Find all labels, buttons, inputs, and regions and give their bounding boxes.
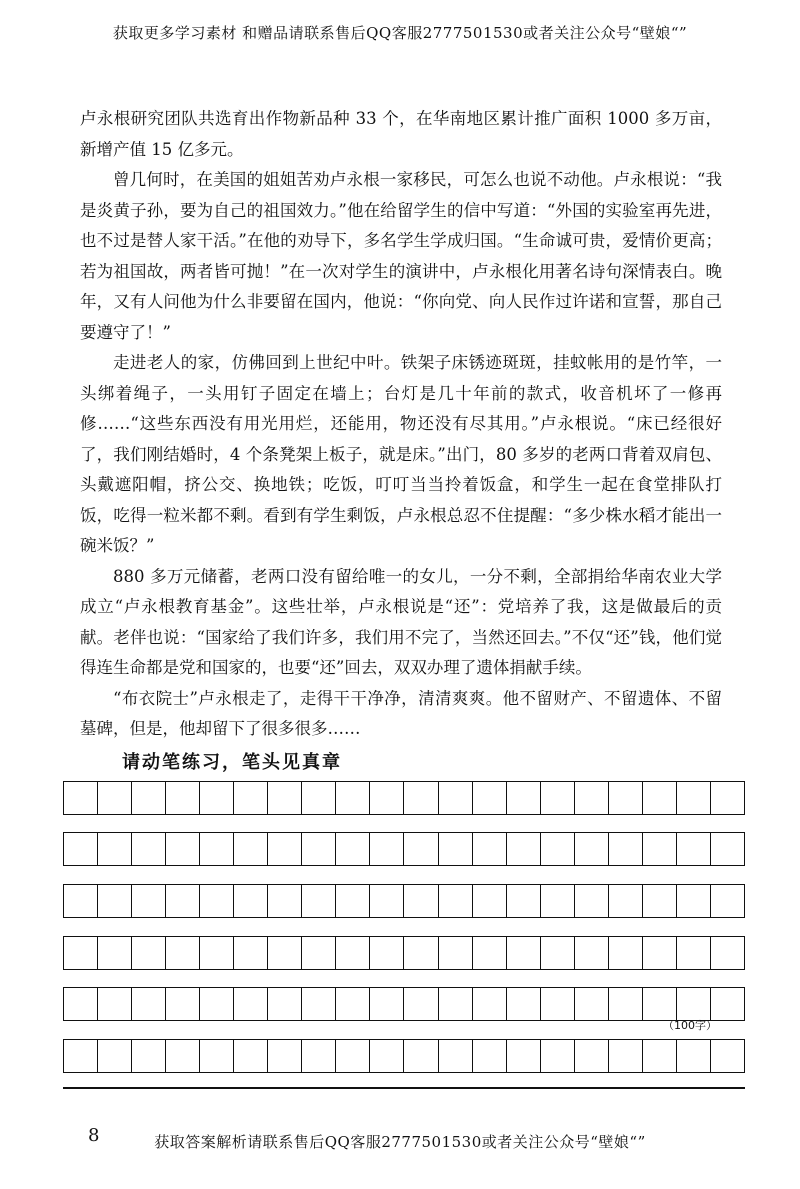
grid-cell [233, 988, 267, 1020]
grid-cell [574, 1040, 608, 1072]
grid-cell [233, 937, 267, 969]
grid-cell [540, 1040, 574, 1072]
grid-cell [199, 988, 233, 1020]
grid-cell [97, 782, 131, 814]
grid-cell [676, 937, 710, 969]
grid-cell [676, 988, 710, 1020]
grid-cell [369, 988, 403, 1020]
grid-cell [642, 885, 676, 917]
grid-cell [233, 885, 267, 917]
grid-cell [642, 1040, 676, 1072]
article-body [80, 104, 722, 745]
grid-cell [165, 833, 199, 865]
grid-cell [403, 1040, 437, 1072]
grid-cell [403, 937, 437, 969]
grid-cell [540, 988, 574, 1020]
bottom-rule [63, 1087, 745, 1089]
grid-cell [301, 782, 335, 814]
grid-cell [267, 937, 301, 969]
article-paragraph-1: 卢永根研究团队共选育出作物新品种 33 个，在华南地区累计推广面积 1000 多万亩，新增产值 15 亿多元。 [80, 109, 722, 159]
grid-cell [540, 782, 574, 814]
grid-cell [267, 833, 301, 865]
grid-cell [97, 937, 131, 969]
grid-cell [506, 782, 540, 814]
grid-cell [233, 782, 267, 814]
grid-cell [63, 782, 97, 814]
page-footer-watermark: 获取答案解析请联系售后QQ客服2777501530或者关注公众号“壁娘“” [154, 1133, 646, 1151]
grid-cell [438, 782, 472, 814]
grid-cell [335, 1040, 369, 1072]
grid-cell [574, 833, 608, 865]
grid-cell [199, 833, 233, 865]
grid-cell [369, 833, 403, 865]
grid-cell [472, 885, 506, 917]
page-number: 8 [88, 1125, 100, 1146]
grid-cell [267, 1040, 301, 1072]
grid-cell [199, 937, 233, 969]
grid-cell [472, 782, 506, 814]
grid-cell [608, 937, 642, 969]
grid-cell [438, 988, 472, 1020]
grid-cell [165, 988, 199, 1020]
grid-cell [574, 885, 608, 917]
grid-cell [335, 782, 369, 814]
grid-cell [199, 782, 233, 814]
grid-cell [267, 885, 301, 917]
grid-cell [335, 833, 369, 865]
grid-cell [676, 782, 710, 814]
grid-cell [710, 988, 745, 1020]
grid-cell [301, 885, 335, 917]
grid-cell [438, 885, 472, 917]
grid-cell [472, 1040, 506, 1072]
grid-cell [574, 937, 608, 969]
grid-cell [63, 988, 97, 1020]
grid-cell [233, 1040, 267, 1072]
grid-cell [97, 988, 131, 1020]
article-paragraph-5: “布衣院士”卢永根走了，走得干干净净，清清爽爽。他不留财产、不留遗体、不留墓碑，但是，他却留下了很多很多…… [80, 688, 722, 738]
grid-row [63, 936, 745, 970]
grid-cell [403, 885, 437, 917]
grid-cell [642, 988, 676, 1020]
grid-cell [165, 885, 199, 917]
grid-cell [574, 782, 608, 814]
grid-cell [63, 885, 97, 917]
grid-cell [642, 937, 676, 969]
grid-cell [574, 988, 608, 1020]
page-header-watermark: 获取更多学习素材 和赠品请联系售后QQ客服2777501530或者关注公众号“壁娘“” [112, 24, 688, 42]
grid-cell [335, 937, 369, 969]
grid-cell [63, 937, 97, 969]
grid-cell [63, 833, 97, 865]
article-paragraph-2: 曾几何时，在美国的姐姐苦劝卢永根一家移民，可怎么也说不动他。卢永根说：“我是炎黄子孙，要为自己的祖国效力。”他在给留学生的信中写道：“外国的实验室再先进，也不过是替人家干活。”在他的劝导下，多名学生学成归国。“生命诚可贵，爱情价更高；若为祖国故，两者皆可抛！”在一次对学生的演讲中，卢永根化用著名诗句深情表白。晚年，又有人问他为什么非要留在国内，他说：“你向党、向人民作过许诺和宣誓，那自己要遵守了！” [80, 170, 722, 342]
grid-cell [506, 885, 540, 917]
grid-cell [267, 988, 301, 1020]
grid-cell [131, 833, 165, 865]
grid-cell [540, 885, 574, 917]
grid-cell [97, 885, 131, 917]
grid-cell [335, 988, 369, 1020]
grid-cell [165, 782, 199, 814]
grid-cell [97, 1040, 131, 1072]
grid-cell [131, 885, 165, 917]
grid-row [63, 781, 745, 815]
grid-cell [97, 833, 131, 865]
grid-cell [608, 885, 642, 917]
grid-cell [438, 833, 472, 865]
grid-cell [369, 782, 403, 814]
grid-cell [131, 937, 165, 969]
grid-cell [608, 988, 642, 1020]
grid-cell [301, 833, 335, 865]
grid-cell [131, 1040, 165, 1072]
grid-cell [131, 782, 165, 814]
grid-cell [438, 1040, 472, 1072]
grid-cell [63, 1040, 97, 1072]
article-paragraph-3: 走进老人的家，仿佛回到上世纪中叶。铁架子床锈迹斑斑，挂蚊帐用的是竹竿，一头绑着绳子，一头用钉子固定在墙上；台灯是几十年前的款式，收音机坏了一修再修……“这些东西没有用光用烂，还能用，物还没有尽其用。”卢永根说。“床已经很好了，我们刚结婚时，4 个条凳架上板子，就是床。”出门，80 多岁的老两口背着双肩包、头戴遮阳帽，挤公交、换地铁；吃饭，叮叮当当拎着饭盒，和学生一起在食堂排队打饭，吃得一粒米都不剩。看到有学生剩饭，卢永根总忍不住提醒：“多少株水稻才能出一碗米饭？” [80, 353, 722, 555]
grid-cell [165, 937, 199, 969]
grid-cell [199, 1040, 233, 1072]
grid-cell [710, 1040, 745, 1072]
practice-prompt: 请动笔练习，笔头见真章 [122, 752, 342, 773]
grid-cell [472, 833, 506, 865]
grid-cell [369, 885, 403, 917]
grid-cell [403, 988, 437, 1020]
word-count-label: （100字） [663, 1019, 717, 1032]
grid-cell [642, 833, 676, 865]
grid-cell [233, 833, 267, 865]
grid-cell [301, 1040, 335, 1072]
grid-cell [710, 782, 745, 814]
grid-cell [369, 937, 403, 969]
grid-cell [131, 988, 165, 1020]
grid-cell [540, 833, 574, 865]
grid-cell [199, 885, 233, 917]
grid-cell [608, 782, 642, 814]
grid-cell [676, 1040, 710, 1072]
article-paragraph-4: 880 多万元储蓄，老两口没有留给唯一的女儿，一分不剩，全部捐给华南农业大学成立“卢永根教育基金”。这些壮举，卢永根说是“还”：党培养了我，这是做最后的贡献。老伴也说：“国家给了我们许多，我们用不完了，当然还回去。”不仅“还”钱，他们觉得连生命都是党和国家的，也要“还”回去，双双办理了遗体捐献手续。 [80, 566, 722, 677]
grid-cell [165, 1040, 199, 1072]
grid-cell [403, 782, 437, 814]
grid-cell [676, 885, 710, 917]
grid-cell [506, 937, 540, 969]
grid-cell [438, 937, 472, 969]
grid-cell [472, 937, 506, 969]
grid-cell [403, 833, 437, 865]
grid-cell [506, 833, 540, 865]
grid-cell [301, 937, 335, 969]
grid-row [63, 884, 745, 918]
grid-row [63, 1039, 745, 1073]
grid-row [63, 987, 745, 1021]
grid-cell [710, 833, 745, 865]
grid-cell [676, 833, 710, 865]
grid-cell [267, 782, 301, 814]
grid-cell [608, 833, 642, 865]
grid-cell [506, 1040, 540, 1072]
grid-cell [608, 1040, 642, 1072]
grid-row [63, 832, 745, 866]
grid-cell [472, 988, 506, 1020]
grid-cell [506, 988, 540, 1020]
grid-cell [710, 885, 745, 917]
grid-cell [369, 1040, 403, 1072]
grid-cell [335, 885, 369, 917]
grid-cell [710, 937, 745, 969]
grid-cell [301, 988, 335, 1020]
grid-cell [642, 782, 676, 814]
grid-cell [540, 937, 574, 969]
